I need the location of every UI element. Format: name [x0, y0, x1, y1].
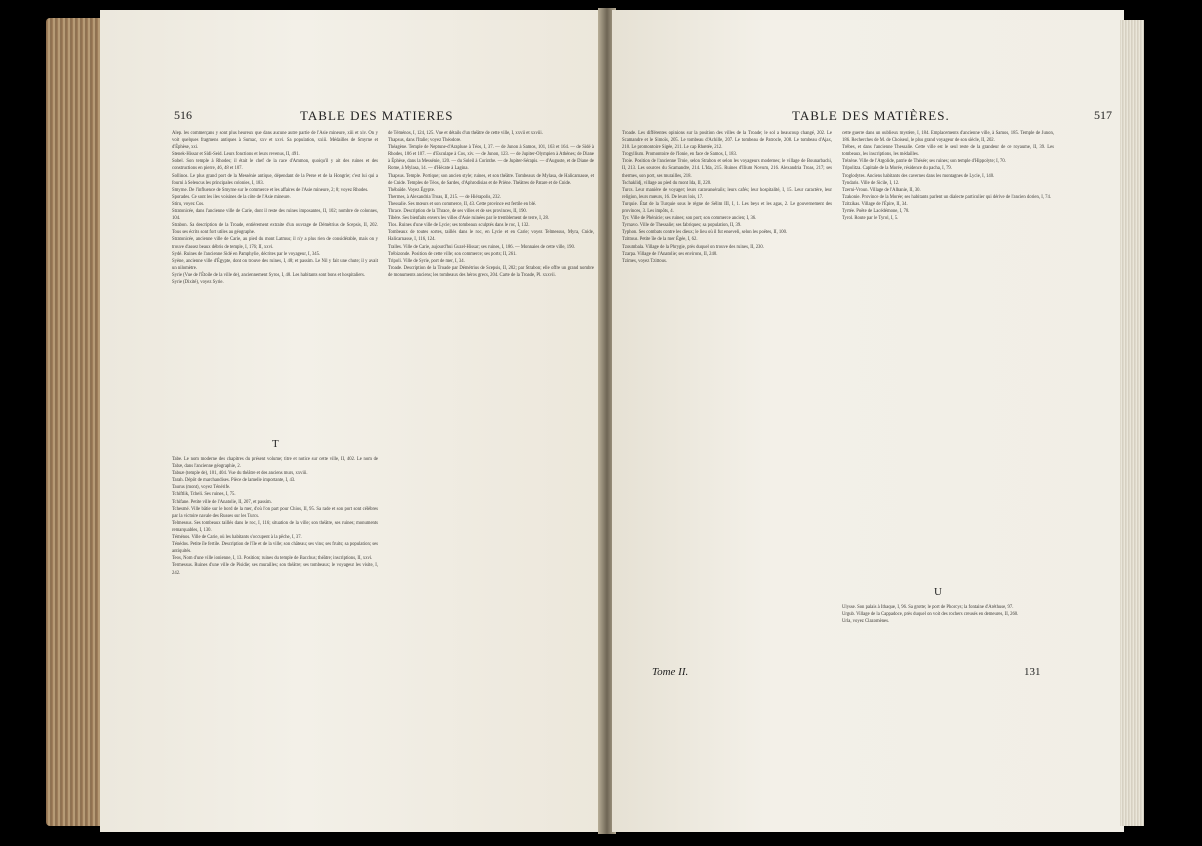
- index-entry: Syrie (Dixité), voyez Syrie.: [172, 279, 224, 285]
- index-entry: Tchesmé. Ville bâtie sur le bord de la mer, d'où l'on part pour Chios, II, 95. Sa rade et son port sont célèbres par la victoire navale des Russes sur les Turcs.: [172, 506, 378, 519]
- index-entry: Thrace. Description de la Thrace, de ses villes et de ses provinces, II, 190.: [388, 209, 527, 215]
- index-entry: Troade. Description de la Troade par Démétrius de Scepsis, II, 202; par Strabon; elle offre un grand nombre de monuments anciens; les tombeaux des héros grecs, 204. Carte de la Troade, Pl. xxxvii.: [388, 265, 594, 278]
- right-page-number: 517: [1094, 108, 1112, 122]
- left-column-2: [388, 130, 594, 794]
- index-entry: Tripolitza. Capitale de la Morée, résidence du pacha, I, 79.: [842, 166, 952, 172]
- index-entry: Tzakonie. Province de la Morée; ses habitants parlent un dialecte particulier qui dérive de l'ancien dorien, I, 74.: [842, 194, 1051, 200]
- book-edge-left: [46, 18, 104, 826]
- index-entry: Tzitzikas. Village de l'Épire, II, 34.: [842, 201, 908, 207]
- right-column-2: [842, 130, 1054, 576]
- index-entry: Tyrnavo. Ville de Thessalie; ses fabriques; sa population, II, 39.: [622, 223, 742, 229]
- index-entry: Troglodytes. Anciens habitants des cavernes dans les montagnes de Lycie, I, 140.: [842, 173, 995, 179]
- index-entry: Thessalie. Ses mœurs et son commerce, II, 43. Cette province est fertile en blé.: [388, 201, 537, 207]
- index-entry: Thébaïde. Voyez Égypte.: [388, 187, 435, 193]
- index-entry: de Téménos, I, 124, 125. Vue et détails d'un théâtre de cette ville, I, xxvii et xxviii.: [388, 131, 543, 136]
- index-entry: Strabon. Sa description de la Troade, entièrement extraite d'un ouvrage de Démétrius de Scepsis, II, 202. Tous ses écrits sont fort utiles au géographe.: [172, 223, 378, 236]
- index-entry: Trézène. Ville de l'Argolide, patrie de Thésée; ses ruines; son temple d'Hippolyte; I, 70.: [842, 159, 1006, 165]
- left-column-1-top: [172, 130, 378, 420]
- index-entry: Tzimes, voyez Tzittous.: [622, 258, 667, 264]
- index-entry: Stratonicée, ancienne ville de Carie, au pied du mont Latmus; il n'y a plus rien de considérable, mais on y trouve d'assez beaux débris de temple, I, 176; II, xxvi.: [172, 237, 378, 250]
- index-entry: Tibère. Ses bienfaits envers les villes d'Asie ruinées par le tremblement de terre, I, 28.: [388, 216, 550, 222]
- index-entry: Tombeaux de toutes sortes, taillés dans le roc, en Lycie et en Carie; voyez Telmessus, Myra, Cnide, Halicarnasse, I, 116, 124.: [388, 230, 594, 243]
- footer-tome: Tome II.: [652, 666, 689, 678]
- index-entry: Théagène. Temple de Neptune-d'Arapluse à Téos, I, 37. — de Junon à Samos, 101, 163 et 164. — de Sidé à Rhodes, 106 et 107. — d'Esculape à Cos, xiv. — de Junon, 123. — de Jupiter-Olympien à Athènes; de Diane à Éphèse, dans la Messénie, 120. — du Soleil à Corinthe. — de Jupiter-Sérapis. — d'Auguste, et de Diane de Rome, à Mylasa, 14. — d'Hécate à Lagina.: [388, 145, 594, 172]
- right-running-head: TABLE DES MATIÈRES.: [792, 108, 950, 123]
- index-entry: Stiru, voyez Cos.: [172, 201, 205, 207]
- index-entry: Thermes, à Alexandria Troas, II, 215. — de Hiérapolis, 232.: [388, 194, 501, 200]
- left-column-1-bottom: [172, 456, 378, 794]
- index-entry: Urla, voyez Clazomènes.: [842, 619, 890, 625]
- index-entry: Tyndaris. Ville de Sicile, I, 12.: [842, 180, 900, 186]
- index-entry: Teos, Nom d'une ville ionienne, I, 13. Position; ruines du temple de Bacchus; théâtre; inscriptions, II, xxvi.: [172, 556, 373, 562]
- index-entry: Turquie. État de la Turquie sous le règne de Sélim III, I, 1. Les beys et les agas, 2. Le gouvernement des provinces, 3. Les impôts, 4.: [622, 201, 832, 215]
- index-entry: Trébizonde. Position de cette ville; son commerce; ses ports; II, 261.: [388, 251, 517, 257]
- index-entry: Ulysse. Son palais à Ithaque, I, 96. Sa grotte; le port de Phorcys; la fontaine d'Aréthuse, 97.: [842, 605, 1014, 610]
- section-letter-u: U: [934, 586, 942, 598]
- right-column-u: [842, 604, 1054, 644]
- index-entry: Tyrol. Route par le Tyrol, I, 5.: [842, 216, 899, 222]
- index-entry: Tlos. Ruines d'une ville de Lycie; ses tombeaux sculptés dans le roc, I, 132.: [388, 223, 530, 229]
- right-column-1: [622, 130, 832, 666]
- index-entry: cette guerre dans un oublieux mystère, I, 184. Emplacements d'ancienne ville, à Samos, 185. Temple de Junon, 186. Recherches de M. de Choiseul, le plus grand voyageur de son siècle, II, 202.: [842, 131, 1054, 144]
- footer-signature: 131: [1024, 666, 1041, 678]
- index-entry: Syène, ancienne ville d'Égypte, dont on trouve des ruines, I, 48; et passim. Le Nil y fait une chute; il y avait un nilomètre.: [172, 258, 378, 271]
- index-entry: Trèbes, et dans l'ancienne Thessalie. Cette ville est le seul reste de la grandeur de ce royaume, II, 39. Les tombeaux, les inscriptions, les médailles.: [842, 145, 1054, 158]
- index-entry: Tripoli. Ville de Syrie, port de mer, I, 34.: [388, 258, 465, 264]
- left-page-number: 516: [174, 108, 192, 122]
- index-entry: Tabe. Le nom moderne des chapitres du présent volume; titre et notice sur cette ville, II, 402. Le nom de Tabæ, dans l'ancienne géographie, 2.: [172, 457, 378, 470]
- index-entry: Tarah. Dépôt de marchandises. Pièce de lamelle importante, I, 43.: [172, 478, 296, 484]
- index-entry: Smyrne. De l'influence de Smyrne sur le commerce et les affaires de l'Asie mineure, 2; 8; voyez Rhodes.: [172, 187, 369, 193]
- index-entry: Sollinos. Le plus grand port de la Messénie antique, dépendant de la Perse et de la Hongrie; c'est lui qui a fourni à Seleucus les principales colonies, I, 183.: [172, 173, 378, 186]
- index-entry: Tralles. Ville de Carie, aujourd'hui Guzel-Hissar; ses ruines, I, 186. — Monnaies de cette ville, 190.: [388, 244, 575, 250]
- index-entry: Trogyllium. Promontoire de l'Ionie, en face de Samos, I, 183.: [622, 152, 737, 158]
- index-entry: Typhon. Ses combats contre les dieux; le lieu où il fut enseveli, selon les poëtes, II, 100.: [622, 230, 788, 236]
- index-entry: Téménos. Ville de Carie, où les habitants s'occupent à la pêche, I, 37.: [172, 535, 302, 541]
- book-edge-right: [1120, 20, 1144, 826]
- index-entry: Tabuæ (temple de), 101, 404. Vue du théâtre et des anciens murs, xxviii.: [172, 471, 308, 477]
- index-entry: Tschaklidj, village au pied du mont Ida, II, 220.: [622, 180, 712, 186]
- index-entry: Troie. Position de l'ancienne Troie, selon Strabon et selon les voyageurs modernes; le village de Bounarbachi, II, 213. Les sources du Scamandre, 214. L'Ida, 215. Ruines d'Ilium Novum, 216. Alexandria Troas, 217; ses thermes, son port, ses murailles, 218.: [622, 159, 832, 179]
- index-entry: Tzoumbala. Village de la Phrygie, près duquel on trouve des ruines, II, 230.: [622, 244, 764, 250]
- index-entry: Tchifane. Petite ville de l'Anatolie, II, 207, et passim.: [172, 499, 272, 505]
- index-entry: Sobel. Son temple à Rhodes; il était le chef de la race d'Ammon, quoiqu'il y ait des ruines et des constructions en pierre, 46, 48 et 107.: [172, 159, 378, 172]
- index-entry: Tzittous. Petite île de la mer Égée, I, 62.: [622, 237, 698, 243]
- index-entry: Tzerni-Vroun. Village de l'Albanie, II, 30.: [842, 187, 921, 193]
- section-letter-t: T: [272, 438, 279, 450]
- index-entry: Turcs. Leur manière de voyager; leurs caravansérails; leurs cafés; leur hospitalité, I, 15. Leur caractère, leur religion, leurs mœurs, 16. De leurs lois, 17.: [622, 187, 832, 200]
- index-entry: Thapsus, dans l'Italie; voyez Théodore.: [388, 138, 462, 144]
- index-entry: Stenek-Hissar et Sidi-Seid. Leurs fonctions et leurs revenus, II, 491.: [172, 152, 300, 158]
- index-entry: Taurus (mont), voyez Ténérife.: [172, 485, 231, 491]
- index-entry: Tyr. Ville de Phénicie; ses ruines; son port; son commerce ancien; I, 36.: [622, 216, 757, 222]
- index-entry: Sporades. Ce sont les iles voisines de la côte de l'Asie mineure.: [172, 194, 291, 200]
- left-running-head: TABLE DES MATIERES: [300, 108, 454, 123]
- index-entry: Termessus. Ruines d'une ville de Pisidie; ses murailles; son théâtre; ses tombeaux; le voyageur les visite, I, 242.: [172, 563, 378, 576]
- index-entry: Alep. les commerçans y sont plus heureux que dans aucune autre partie de l'Asie mineure, xiii et xiv. On y voit quelques fragmens antiques à Sumac, xxv et xxvi. Sa population, xxiii. Médailles de Smyrne et d'Éphèse, xxi.: [172, 131, 378, 151]
- index-entry: Tzarpa. Village de l'Anatolie; ses environs, II, 240.: [622, 251, 718, 257]
- index-entry: Thapsus. Temple. Portique; son ancien style; ruines, et son théâtre. Tombeaux de Mylasa, de Halicarnasse, et de Cnide. Temples de Téos, de Sardes, d'Aphrodisias et de Priène. Théâtres de Patare et de Cnide.: [388, 173, 594, 186]
- index-entry: Tyrtée. Poëte de Lacédémone, I, 78.: [842, 209, 910, 215]
- index-entry: Troade. Les différentes opinions sur la position des villes de la Troade; le sol a beaucoup changé, 202. Le Scamandre et le Simoïs, 205. Le tombeau d'Achille, 207. Le tombeau de Patrocle, 208. Le tombeau d'Ajax, 210. Le promontoire Sigée, 211. Le cap Rhœtée, 212.: [622, 131, 832, 151]
- index-entry: Urgub. Village de la Cappadoce, près duquel on voit des rochers creusés en demeures, II, 260.: [842, 612, 1019, 618]
- index-entry: Telmessus. Ses tombeaux taillés dans le roc, I, 116; situation de la ville; son théâtre, ses ruines; monuments remarquables, I, 130.: [172, 520, 378, 533]
- index-entry: Sydé. Ruines de l'ancienne Sidé en Pamphylie, décrites par le voyageur, I, 345.: [172, 251, 321, 257]
- index-entry: Tchiftlik, Tcheli. Ses ruines, I, 75.: [172, 492, 236, 498]
- index-entry: Stratonicée, dans l'ancienne ville de Carie, dont il reste des ruines imposantes, II, 102; nombre de colonnes, 104.: [172, 209, 378, 222]
- index-entry: Ténédos. Petite île fertile. Description de l'île et de la ville; son château; ses vins; ses fruits; sa population; ses antiquités.: [172, 542, 378, 555]
- index-entry: Syrie (Vue de l'Étoile de la ville de), anciennement Syros, I, 48. Les habitants sont bons et hospitaliers.: [172, 272, 365, 278]
